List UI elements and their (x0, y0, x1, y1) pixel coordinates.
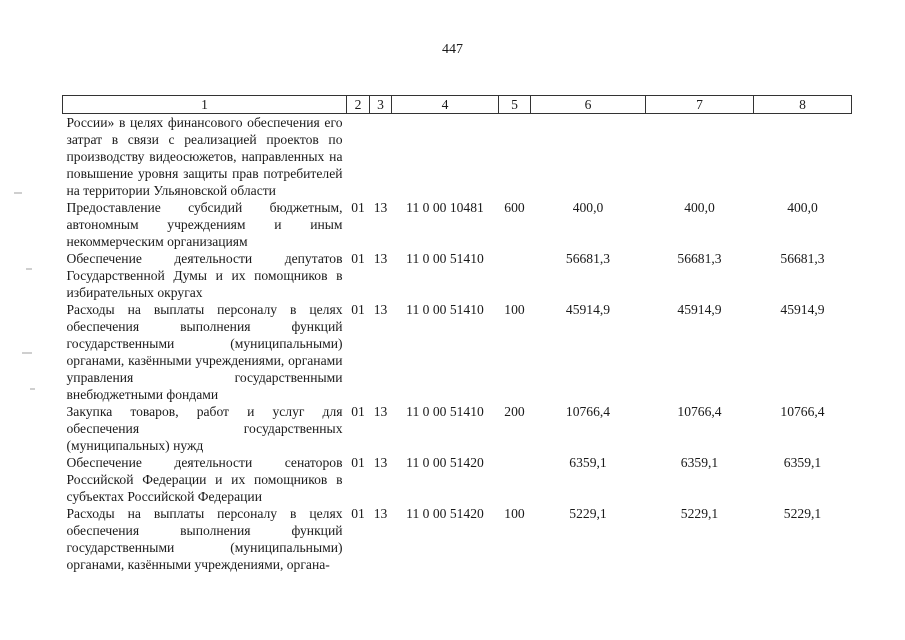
header-col-4: 4 (392, 96, 499, 114)
table-row (63, 114, 852, 200)
row-description: Расходы на выплаты персоналу в целях обеспечения выполнения функций государственными (муниципальными) органами, казёнными учреждениями, органа- (66, 506, 343, 572)
header-col-6: 6 (531, 96, 646, 114)
row-subsection: 13 (373, 506, 388, 521)
table-row (63, 301, 852, 403)
row-section: 01 (351, 404, 365, 419)
page-number: 447 (442, 42, 463, 57)
header-row (63, 96, 852, 114)
row-expense-type: 200 (504, 404, 525, 419)
row-amount-2: 400,0 (684, 200, 715, 215)
row-expense-type (499, 454, 531, 505)
row-amount-2: 6359,1 (680, 455, 719, 470)
row-amount-3: 400,0 (787, 200, 818, 215)
row-target-code: 11 0 00 51410 (406, 302, 484, 317)
row-amount-2: 10766,4 (677, 404, 722, 419)
row-description: России» в целях финансового обеспечения его затрат в связи с реализацией проектов по производству видеосюжетов, направленных на повышение уровня защиты прав потребителей на территории Ульяновской области (66, 115, 343, 198)
row-amount-1: 6359,1 (569, 455, 607, 470)
table-row (63, 250, 852, 301)
budget-table (62, 95, 852, 573)
scan-artifact (22, 352, 32, 354)
row-subsection: 13 (373, 455, 388, 470)
row-amount-1: 56681,3 (565, 251, 611, 266)
row-amount-3: 56681,3 (780, 251, 825, 266)
row-subsection: 13 (373, 251, 388, 266)
row-amount-3: 5229,1 (783, 506, 822, 521)
row-subsection: 13 (373, 302, 388, 317)
header-col-7: 7 (646, 96, 754, 114)
row-section: 01 (351, 455, 365, 470)
scan-artifact (30, 388, 35, 390)
row-amount-2 (646, 114, 754, 200)
row-section: 01 (351, 506, 365, 521)
header-col-2: 2 (347, 96, 370, 114)
row-amount-1: 400,0 (572, 200, 604, 215)
row-amount-2: 45914,9 (677, 302, 722, 317)
row-description: Закупка товаров, работ и услуг для обеспечения государственных (муниципальных) нужд (66, 404, 343, 453)
header-col-8: 8 (754, 96, 852, 114)
row-description: Предоставление субсидий бюджетным, автономным учреждениям и иным некоммерческим организациям (66, 200, 343, 249)
header-col-1: 1 (63, 96, 347, 114)
row-amount-2: 56681,3 (677, 251, 722, 266)
table-row (63, 454, 852, 505)
row-target-code: 11 0 00 51420 (406, 506, 484, 521)
row-section (347, 114, 370, 200)
row-expense-type: 100 (504, 506, 525, 521)
row-subsection: 13 (373, 404, 388, 419)
row-amount-1: 45914,9 (565, 302, 611, 317)
row-amount-1 (531, 114, 646, 200)
table-row (63, 505, 852, 573)
row-section: 01 (351, 302, 365, 317)
row-expense-type (499, 114, 531, 200)
row-subsection (370, 114, 392, 200)
row-amount-2: 5229,1 (680, 506, 719, 521)
row-amount-3: 6359,1 (783, 455, 822, 470)
row-expense-type (499, 250, 531, 301)
row-target-code (392, 114, 499, 200)
row-target-code: 11 0 00 51410 (406, 251, 484, 266)
row-expense-type: 100 (504, 302, 525, 317)
row-section: 01 (351, 200, 365, 215)
row-expense-type: 600 (504, 200, 525, 215)
row-amount-1: 10766,4 (565, 404, 611, 419)
row-subsection: 13 (373, 200, 388, 215)
row-description: Обеспечение деятельности депутатов Государственной Думы и их помощников в избирательных округах (66, 251, 343, 300)
row-amount-3 (754, 114, 852, 200)
header-col-5: 5 (499, 96, 531, 114)
row-target-code: 11 0 00 51410 (406, 404, 484, 419)
scan-artifact (26, 268, 32, 270)
row-amount-1: 5229,1 (569, 506, 607, 521)
row-target-code: 11 0 00 51420 (406, 455, 484, 470)
table-row (63, 199, 852, 250)
row-section: 01 (351, 251, 365, 266)
table-row (63, 403, 852, 454)
scan-artifact (14, 192, 22, 194)
row-amount-3: 10766,4 (780, 404, 825, 419)
row-target-code: 11 0 00 10481 (406, 200, 484, 215)
row-description: Обеспечение деятельности сенаторов Российской Федерации и их помощников в субъектах Российской Федерации (66, 455, 343, 504)
row-amount-3: 45914,9 (780, 302, 825, 317)
header-col-3: 3 (370, 96, 392, 114)
row-description: Расходы на выплаты персоналу в целях обеспечения выполнения функций государственными (муниципальными) органами, казёнными учреждениями, органами управления государственными внебюджетными фондами (66, 302, 343, 402)
